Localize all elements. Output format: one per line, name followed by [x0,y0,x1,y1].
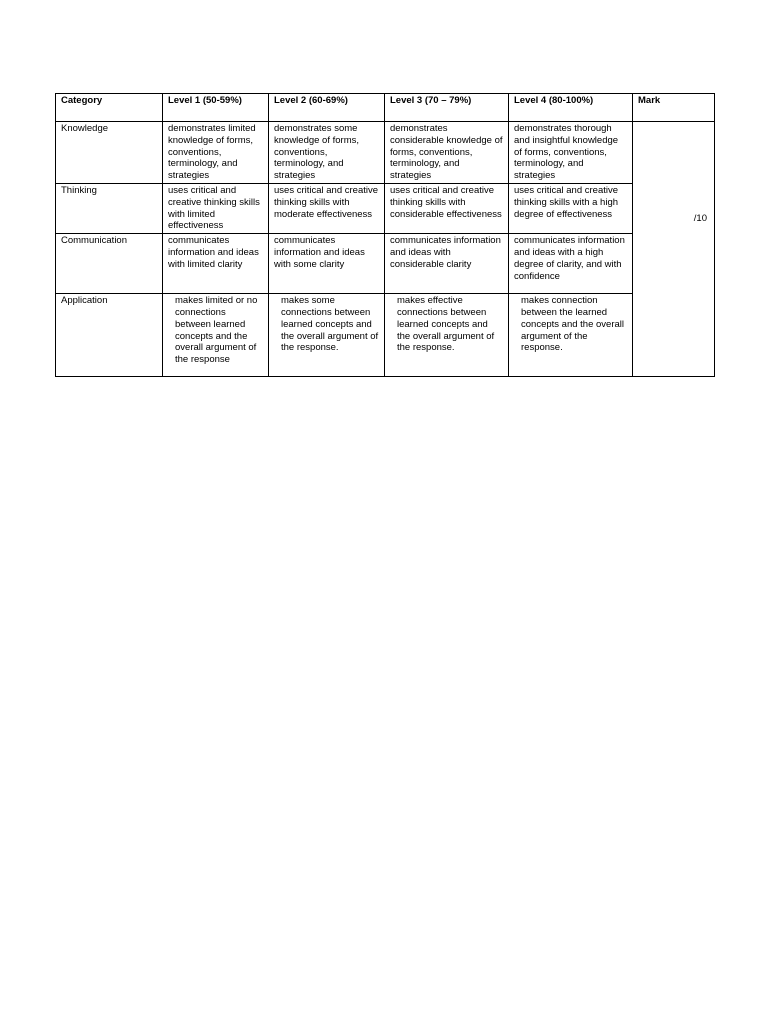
row-application [56,294,715,377]
knowledge-level-1: demonstrates limited knowledge of forms, conventions, terminology, and strategies [163,122,269,184]
thinking-category: Thinking [56,183,163,233]
communication-level-4: communicates information and ideas with a high degree of clarity, and with confidence [509,234,633,294]
rubric-table [55,93,715,377]
communication-level-2: communicates information and ideas with some clarity [269,234,385,294]
application-level-3: makes effective connections between learned concepts and the overall argument of the response. [385,294,509,377]
communication-level-1: communicates information and ideas with limited clarity [163,234,269,294]
thinking-level-1: uses critical and creative thinking skills with limited effectiveness [163,183,269,233]
thinking-level-4: uses critical and creative thinking skills with a high degree of effectiveness [509,183,633,233]
communication-category: Communication [56,234,163,294]
header-row [56,94,715,122]
header-level-1: Level 1 (50-59%) [163,94,269,122]
header-level-2: Level 2 (60-69%) [269,94,385,122]
mark-cell [633,122,715,377]
knowledge-level-3: demonstrates considerable knowledge of forms, conventions, terminology, and strategies [385,122,509,184]
knowledge-category: Knowledge [56,122,163,184]
mark-value: /10 [693,213,707,225]
header-category: Category [56,94,163,122]
row-thinking [56,183,715,233]
header-mark: Mark [633,94,715,122]
header-level-4: Level 4 (80-100%) [509,94,633,122]
application-category: Application [56,294,163,377]
application-level-1: makes limited or no connections between learned concepts and the overall argument of the response [163,294,269,377]
knowledge-level-4: demonstrates thorough and insightful knowledge of forms, conventions, terminology, and strategies [509,122,633,184]
application-level-4: makes connection between the learned concepts and the overall argument of the response. [509,294,633,377]
thinking-level-3: uses critical and creative thinking skills with considerable effectiveness [385,183,509,233]
application-level-2: makes some connections between learned concepts and the overall argument of the response. [269,294,385,377]
knowledge-level-2: demonstrates some knowledge of forms, conventions, terminology, and strategies [269,122,385,184]
header-level-3: Level 3 (70 – 79%) [385,94,509,122]
communication-level-3: communicates information and ideas with considerable clarity [385,234,509,294]
row-communication [56,234,715,294]
row-knowledge [56,122,715,184]
thinking-level-2: uses critical and creative thinking skills with moderate effectiveness [269,183,385,233]
